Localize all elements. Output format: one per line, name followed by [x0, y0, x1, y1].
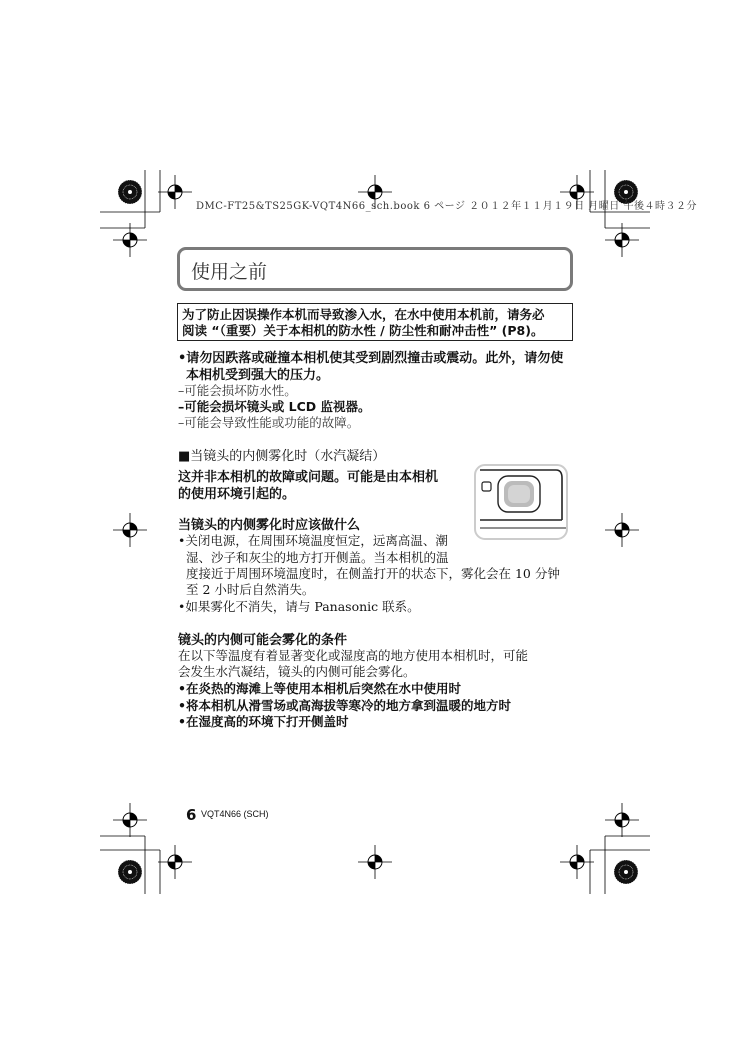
fog-intro: 的使用环境引起的。: [178, 487, 296, 502]
fog-step: •关闭电源，在周围环境温度恒定，远离高温、潮: [178, 533, 448, 548]
fog-intro: 这并非本相机的故障或问题。可能是由本相机: [178, 470, 439, 485]
camera-lens-illustration: [474, 464, 568, 540]
conditions-heading: 镜头的内侧可能会雾化的条件: [178, 633, 348, 648]
conditions-desc: 在以下等温度有着显著变化或湿度高的地方使用本相机时，可能: [178, 648, 529, 663]
fog-step: •如果雾化不消失，请与 Panasonic 联系。: [178, 599, 420, 614]
conditions-desc: 会发生水汽凝结，镜头的内侧可能会雾化。: [178, 664, 416, 679]
warning-sub: –可能会损坏镜头或 LCD 监视器。: [178, 399, 371, 414]
notice-line: 阅读 “（重要）关于本相机的防水性 / 防尘性和耐冲击性” (P8)。: [182, 323, 544, 338]
fog-step-cont: 度接近于周围环境温度时，在侧盖打开的状态下，雾化会在 10 分钟: [186, 566, 560, 581]
warning-sub: –可能会导致性能或功能的故障。: [178, 415, 360, 430]
water-notice-box: [177, 303, 573, 341]
fog-step-cont: 湿、沙子和灰尘的地方打开侧盖。当本相机的温: [186, 550, 449, 565]
condition-item: •在炎热的海滩上等使用本相机后突然在水中使用时: [178, 681, 461, 696]
fog-heading: ■当镜头的内侧雾化时（水汽凝结）: [178, 449, 386, 464]
file-info-header: DMC-FT25&TS25GK-VQT4N66_sch.book 6 ページ ２０１２年１１月１９日 月曜日 午後４時３２分: [196, 201, 697, 212]
document-code: VQT4N66 (SCH): [201, 809, 269, 819]
condition-item: •将本相机从滑雪场或高海拔等寒冷的地方拿到温暖的地方时: [178, 698, 511, 713]
notice-line: 为了防止因误操作本机而导致渗入水，在水中使用本机前，请务必: [182, 307, 545, 322]
warning-bullet-cont: 本相机受到强大的压力。: [186, 368, 330, 383]
fog-step-cont: 至 2 小时后自然消失。: [186, 582, 315, 597]
page-title: 使用之前: [191, 261, 268, 283]
warning-bullet: •请勿因跌落或碰撞本相机使其受到剧烈撞击或震动。此外，请勿使: [178, 351, 564, 366]
warning-sub: –可能会损坏防水性。: [178, 383, 297, 398]
condition-item: •在湿度高的环境下打开侧盖时: [178, 714, 349, 729]
fog-what-heading: 当镜头的内侧雾化时应该做什么: [178, 518, 361, 533]
page-number: 6: [186, 806, 197, 824]
